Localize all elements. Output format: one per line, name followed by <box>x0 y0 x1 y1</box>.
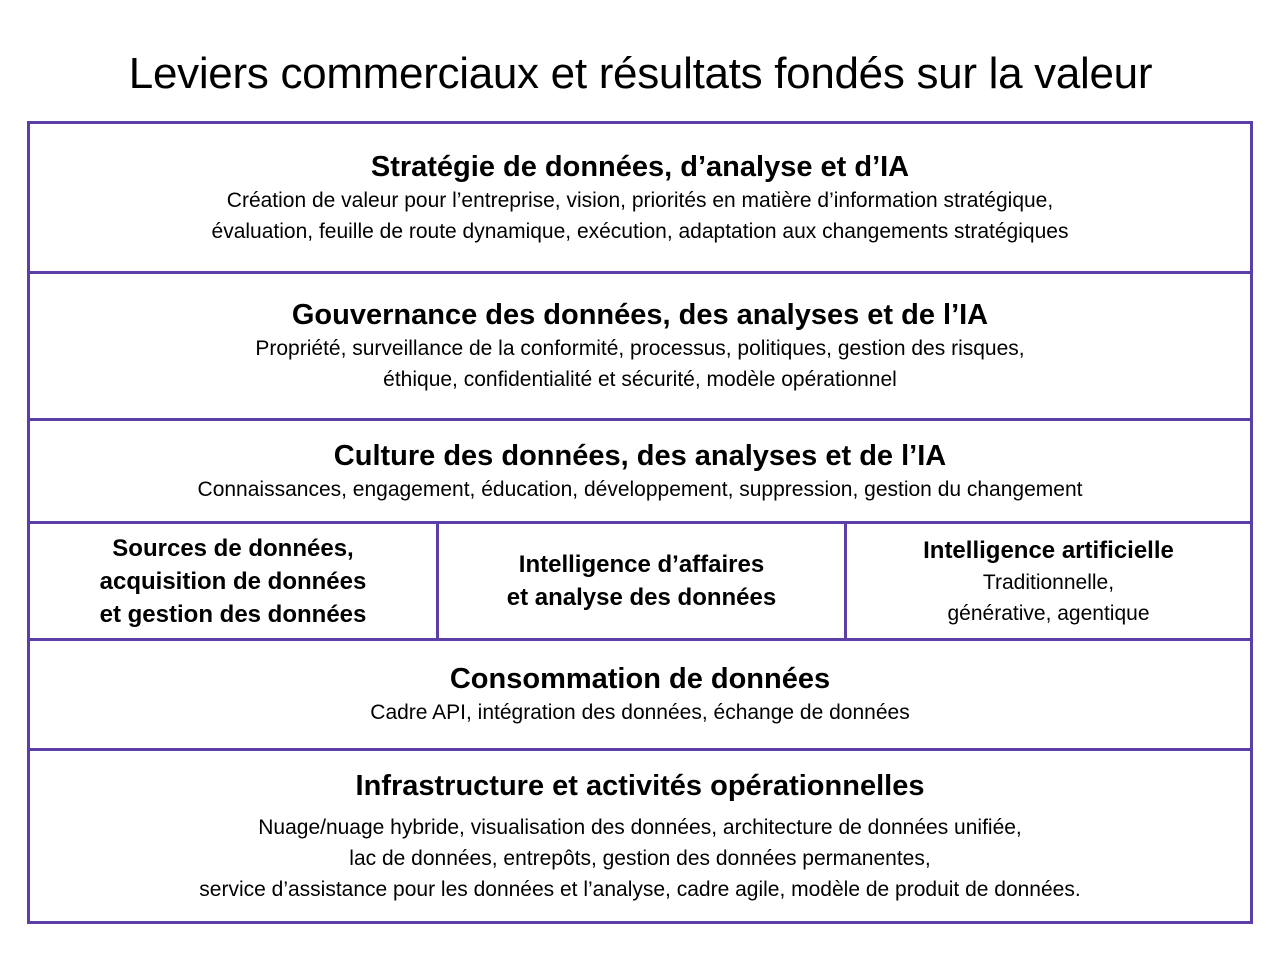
governance-title: Gouvernance des données, des analyses et de l’IA <box>291 299 989 331</box>
culture-desc-line-1: Connaissances, engagement, éducation, développement, suppression, gestion du changement <box>197 477 1083 501</box>
capabilities-row <box>30 524 1250 641</box>
strategy-desc-line-1: Création de valeur pour l’entreprise, vision, priorités en matière d’information stratégique, <box>226 188 1054 212</box>
data-sources-cell <box>30 524 439 638</box>
data-sources-title-line-2: acquisition de données <box>99 567 367 595</box>
artificial-intelligence-cell <box>847 524 1250 638</box>
strategy-layer <box>30 124 1250 274</box>
infrastructure-desc-line-3: service d’assistance pour les données et l’analyse, cadre agile, modèle de produit de données. <box>199 877 1081 901</box>
infrastructure-desc-line-2: lac de données, entrepôts, gestion des données permanentes, <box>349 846 931 870</box>
artificial-intelligence-desc-line-2: générative, agentique <box>947 601 1150 625</box>
governance-desc-line-2: éthique, confidentialité et sécurité, modèle opérationnel <box>383 368 897 391</box>
infrastructure-title: Infrastructure et activités opérationnelles <box>355 769 925 802</box>
consumption-desc-line-1: Cadre API, intégration des données, échange de données <box>370 701 910 724</box>
strategy-title: Stratégie de données, d’analyse et d’IA <box>370 150 910 183</box>
value-drivers-diagram <box>27 121 1253 924</box>
artificial-intelligence-title: Intelligence artificielle <box>923 536 1174 564</box>
consumption-title: Consommation de données <box>449 663 831 695</box>
culture-layer <box>30 421 1250 524</box>
culture-title: Culture des données, des analyses et de l’IA <box>333 439 947 472</box>
data-sources-title-line-3: et gestion des données <box>99 600 367 628</box>
infrastructure-layer <box>30 751 1250 921</box>
business-intelligence-title-line-2: et analyse des données <box>506 584 777 611</box>
strategy-desc-line-2: évaluation, feuille de route dynamique, exécution, adaptation aux changements stratégiques <box>211 219 1069 243</box>
business-intelligence-title-line-1: Intelligence d’affaires <box>518 551 765 578</box>
page-title: Leviers commerciaux et résultats fondés sur la valeur <box>128 49 1153 98</box>
governance-desc-line-1: Propriété, surveillance de la conformité, processus, politiques, gestion des risques, <box>255 337 1025 360</box>
governance-layer <box>30 274 1250 421</box>
consumption-layer <box>30 641 1250 751</box>
infrastructure-desc-line-1: Nuage/nuage hybride, visualisation des données, architecture de données unifiée, <box>258 815 1022 839</box>
business-intelligence-cell <box>439 524 847 638</box>
data-sources-title-line-1: Sources de données, <box>112 534 354 562</box>
artificial-intelligence-desc-line-1: Traditionnelle, <box>982 570 1115 594</box>
